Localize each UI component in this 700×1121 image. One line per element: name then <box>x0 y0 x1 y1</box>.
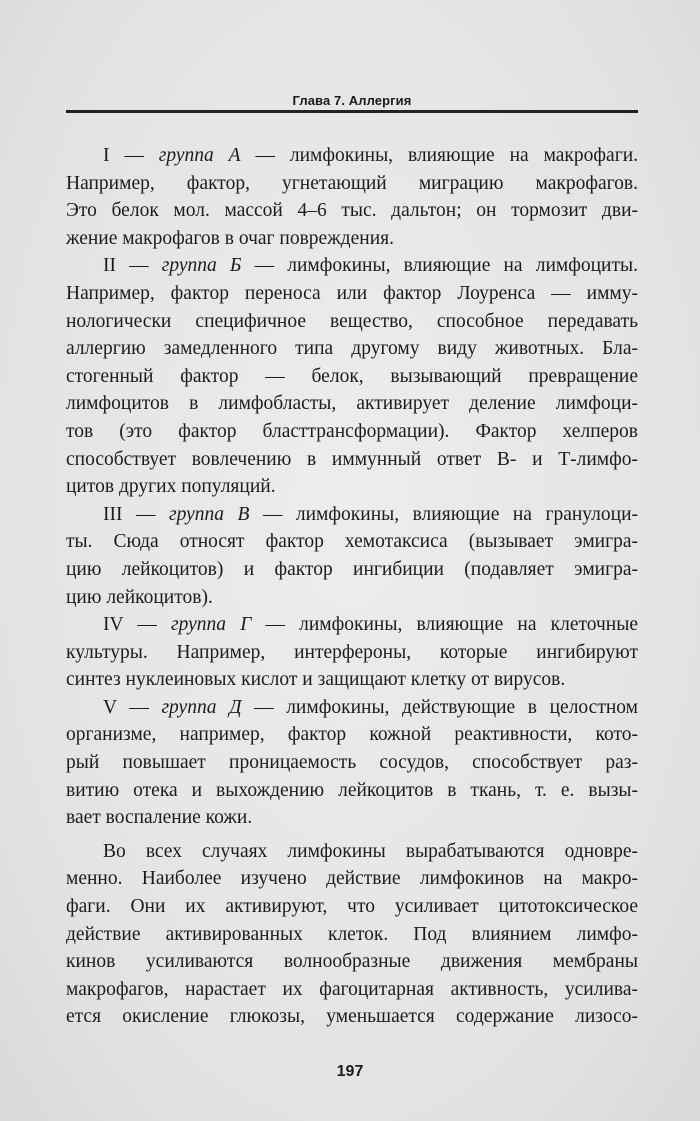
roman-numeral: IV — <box>103 614 172 636</box>
text-line: нологически специфичное вещество, способное передавать <box>66 310 638 332</box>
running-head: Глава 7. Аллергия <box>292 93 412 108</box>
text-line: кинов усиливаются волнообразные движения мембраны <box>66 951 638 973</box>
text-line: вает воспаление кожи. <box>66 807 253 829</box>
paragraph-group-v <box>66 501 638 611</box>
text-line: культуры. Например, интерфероны, которые ингибируют <box>66 641 638 663</box>
text-line: способствует вовлечению в иммунный ответ В- и Т-лимфо- <box>66 448 638 470</box>
text-line: синтез нуклеиновых кислот и защищают клетку от вирусов. <box>66 669 566 691</box>
group-label: группа Д <box>161 696 242 718</box>
text-line: аллергию замедленного типа другому виду животных. Бла- <box>66 338 638 360</box>
text-line: фаги. Они их активируют, что усиливает цитотоксическое <box>66 896 638 918</box>
group-label: группа Г <box>171 614 252 636</box>
text-line: витию отека и выхождению лейкоцитов в ткань, т. е. вызы- <box>66 779 638 801</box>
text-line: действие активированных клеток. Под влиянием лимфо- <box>66 923 638 945</box>
text-line: Например, фактор переноса или фактор Лоуренса — имму- <box>66 282 638 304</box>
text-line: рый повышает проницаемость сосудов, способствует раз- <box>66 752 638 774</box>
roman-numeral: V — <box>103 696 162 718</box>
body-text <box>66 142 638 1031</box>
text-line: лимфоцитов в лимфобласты, активирует деление лимфоци- <box>66 393 638 415</box>
text-line: ты. Сюда относят фактор хемотаксиса (вызывает эмигра- <box>66 531 638 553</box>
roman-numeral: III — <box>103 503 169 525</box>
page-number: 197 <box>336 1063 364 1080</box>
text-line: макрофагов, нарастает их фагоцитарная активность, усилива- <box>66 978 638 1000</box>
text-line: цию лейкоцитов) и фактор ингибиции (подавляет эмигра- <box>66 558 638 580</box>
paragraph-group-g <box>66 611 638 694</box>
paragraph-group-b <box>66 252 638 500</box>
text-line: жение макрофагов в очаг повреждения. <box>66 227 394 249</box>
text-line: организме, например, фактор кожной реактивности, кото- <box>66 724 638 746</box>
group-label: группа В <box>168 503 250 525</box>
roman-numeral: I — <box>103 145 159 166</box>
group-label: группа Б <box>161 255 242 277</box>
text-line: V — группа Д — лимфокины, действующие в целостном <box>103 696 638 718</box>
text-line: цию лейкоцитов). <box>66 586 213 608</box>
text-line: цитов других популяций. <box>66 476 276 498</box>
text-line: стогенный фактор — белок, вызывающий превращение <box>66 365 638 387</box>
text-line: I — группа А — лимфокины, влияющие на макрофаги. <box>103 145 638 166</box>
header-rule <box>66 110 638 113</box>
text-line: III — группа В — лимфокины, влияющие на гранулоци- <box>103 503 639 525</box>
group-label: группа А <box>158 145 241 166</box>
roman-numeral: II — <box>103 255 162 277</box>
paragraph-summary <box>66 838 638 1031</box>
text-line: Во всех случаях лимфокины вырабатываются одновре- <box>103 840 638 862</box>
text-line: ется окисление глюкозы, уменьшается содержание лизосо- <box>66 1006 638 1028</box>
text-line: IV — группа Г — лимфокины, влияющие на клеточные <box>103 614 638 636</box>
text-line: менно. Наиболее изучено действие лимфокинов на макро- <box>66 868 638 890</box>
text-line: II — группа Б — лимфокины, влияющие на лимфоциты. <box>103 255 638 277</box>
paragraph-group-d <box>66 694 638 832</box>
text-line: Это белок мол. массой 4–6 тыс. дальтон; он тормозит дви- <box>66 200 638 222</box>
text-line: тов (это фактор бласттрансформации). Фактор хелперов <box>66 420 638 442</box>
text-line: Например, фактор, угнетающий миграцию макрофагов. <box>66 172 638 194</box>
paragraph-group-a <box>66 142 638 252</box>
